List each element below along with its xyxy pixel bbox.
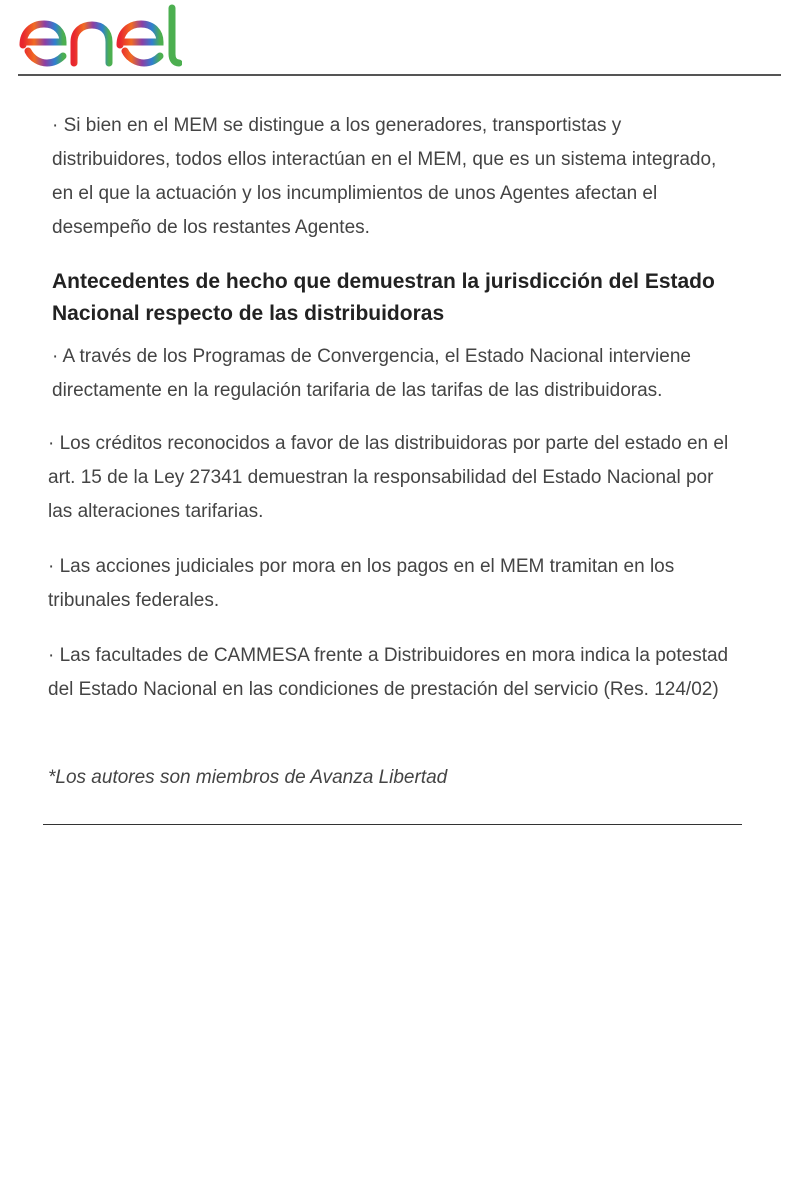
section-heading: Antecedentes de hecho que demuestran la jurisdicción del Estado Nacional respecto de las distribuidoras (52, 270, 715, 325)
site-header (0, 0, 800, 76)
article-paragraph-acciones-judiciales: · Las acciones judiciales por mora en los pagos en el MEM tramitan en los tribunales federales. (48, 556, 675, 611)
author-note: *Los autores son miembros de Avanza Libertad (48, 767, 448, 788)
enel-logo[interactable] (16, 4, 182, 68)
footer-divider (43, 824, 742, 825)
article-paragraph-mem: · Si bien en el MEM se distingue a los generadores, transportistas y distribuidores, todos ellos interactúan en el MEM, que es un sistema integrado, en el que la actuación y los incumplimientos de unos Agentes afectan el desempeño de los restantes Agentes. (52, 115, 717, 238)
header-divider (18, 74, 781, 76)
article-paragraph-creditos: · Los créditos reconocidos a favor de las distribuidoras por parte del estado en el art. 15 de la Ley 27341 demuestran la responsabilidad del Estado Nacional por las alteraciones tarifarias. (48, 433, 729, 522)
article-paragraph-convergencia: · A través de los Programas de Convergencia, el Estado Nacional interviene directamente en la regulación tarifaria de las tarifas de las distribuidoras. (52, 346, 691, 401)
article-paragraph-cammesa: · Las facultades de CAMMESA frente a Distribuidores en mora indica la potestad del Estado Nacional en las condiciones de prestación del servicio (Res. 124/02) (48, 645, 729, 700)
